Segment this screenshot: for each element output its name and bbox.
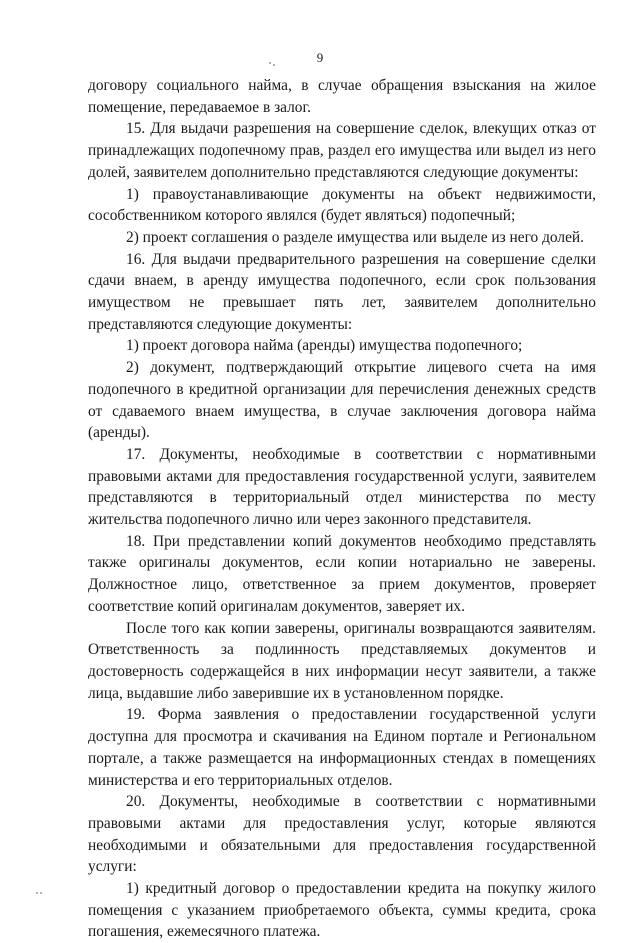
paragraph: 2) проект соглашения о разделе имущества или выделе из него долей. (126, 228, 584, 246)
page-number: 9 (316, 50, 324, 65)
paragraph: 17. Документы, необходимые в соответствии с нормативными правовыми актами для предоставления государственной услуги, заявителем представляются в территориальный отдел министерства по месту жительства подопечного лично или через законного представителя. (88, 445, 596, 529)
paragraph: 2) документ, подтверждающий открытие лицевого счета на имя подопечного в кредитной организации для перечисления денежных средств от сдаваемого внаем имущества, в случае заключения договора найма (аренды). (88, 359, 596, 442)
paragraph: 16. Для выдачи предварительного разрешения на совершение сделки сдачи внаем, в аренду имущества подопечного, если срок пользования имуществом не превышает пять лет, заявителем дополнительно представляются следующие документы: (88, 250, 596, 333)
scan-speck (40, 892, 42, 894)
paragraph: 1) правоустанавливающие документы на объект недвижимости, сособственником которого являлся (будет являться) подопечный; (88, 185, 596, 225)
paragraph: 15. Для выдачи разрешения на совершение сделок, влекущих отказ от принадлежащих подопечному прав, раздел его имущества или выдел из него долей, заявителем дополнительно представляются следующие документы: (88, 120, 596, 181)
scan-speck (36, 892, 38, 894)
paragraph: 1) проект договора найма (аренды) имущества подопечного; (126, 337, 523, 355)
document-body (88, 75, 596, 943)
paragraph: 20. Документы, необходимые в соответствии с нормативными правовыми актами для предоставления услуг, которые являются необходимыми и обязательными для предоставления государственной услуги: (88, 793, 596, 876)
paragraph: 19. Форма заявления о предоставлении государственной услуги доступна для просмотра и скачивания на Едином портале и Региональном портале, а также размещается на информационных стендах в помещениях министерства и его территориальных отделов. (88, 706, 596, 789)
paragraph: договору социального найма, в случае обращения взыскания на жилое помещение, передаваемое в залог. (88, 77, 596, 116)
paragraph: 1) кредитный договор о предоставлении кредита на покупку жилого помещения с указанием приобретаемого объекта, суммы кредита, срока погашения, ежемесячного платежа. (88, 880, 596, 941)
paragraph: 18. При представлении копий документов необходимо представлять также оригиналы документов, если копии нотариально не заверены. Должностное лицо, ответственное за прием документов, проверяет соответствие копий оригиналам документов, заверяет их. (88, 532, 596, 615)
paragraph: После того как копии заверены, оригиналы возвращаются заявителям. Ответственность за подлинность представляемых документов и достоверность содержащейся в них информации несут заявители, а также лица, выдавшие либо заверившие их в установленном порядке. (88, 619, 596, 702)
